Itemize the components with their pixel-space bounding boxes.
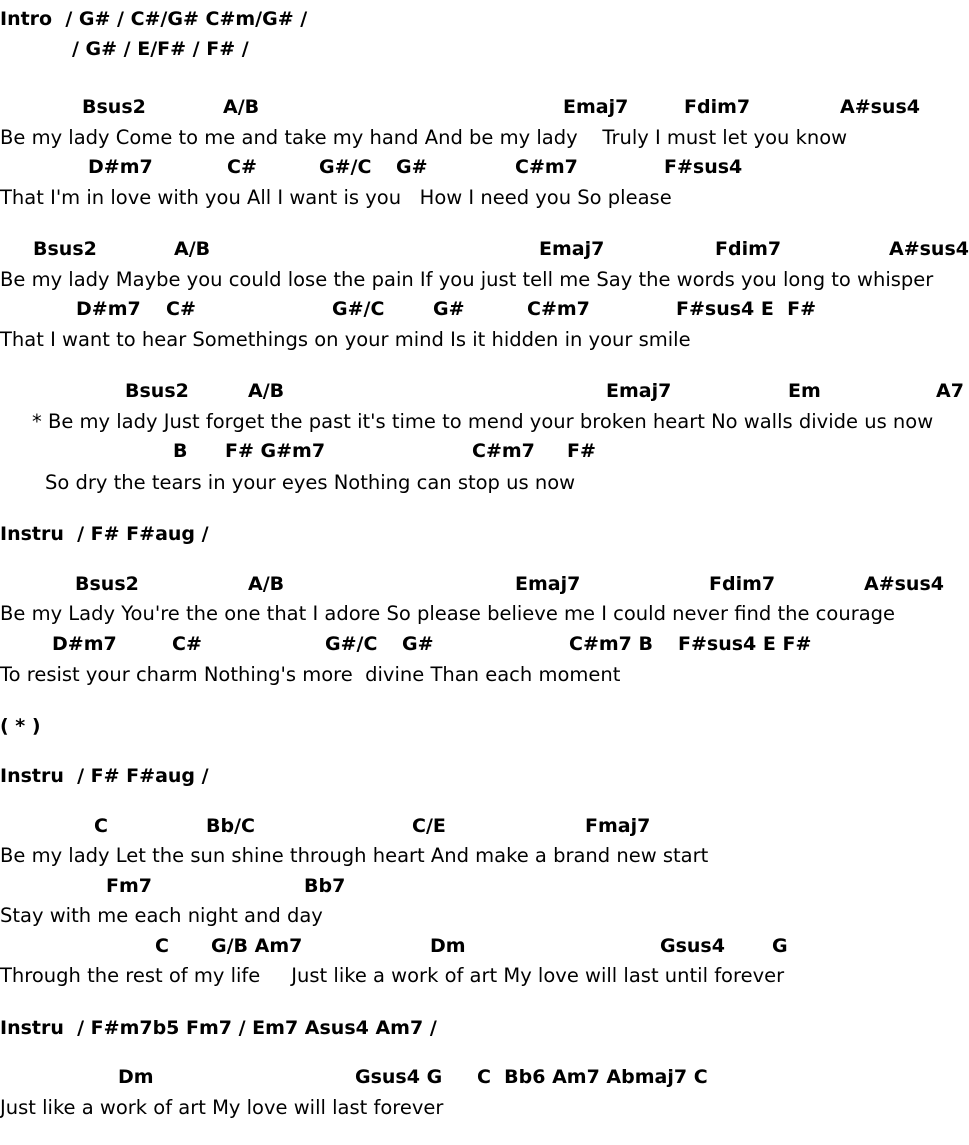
instrumental-line-3: Instru / F#m7b5 Fm7 / Em7 Asus4 Am7 /	[0, 1017, 437, 1039]
chorus-lyric-line-1: * Be my lady Just forget the past it's time to mend your broken heart No walls divide us now	[32, 410, 934, 433]
outro-lyric-line: Just like a work of art My love will last forever	[0, 1096, 444, 1119]
chord: Emaj7	[515, 573, 581, 595]
verse2-lyric-line-1: Be my lady Maybe you could lose the pain If you just tell me Say the words you long to whisper	[0, 268, 934, 291]
outro-chord-line	[0, 1068, 960, 1090]
verse2-chord-line-1	[0, 238, 969, 262]
chord: C#m7	[472, 440, 535, 462]
chord: Emaj7	[606, 380, 672, 402]
chord: G#	[396, 156, 428, 178]
chorus-repeat-marker: ( * )	[0, 715, 41, 737]
chord: A#sus4	[840, 96, 920, 118]
chorus-chord-line-1	[0, 380, 964, 404]
chord: C/E	[412, 815, 446, 837]
chord: F#sus4 E F#	[676, 298, 816, 320]
instrumental-line-2: Instru / F# F#aug /	[0, 765, 209, 787]
chord: Emaj7	[539, 238, 605, 260]
chord: F#sus4 E F#	[678, 633, 812, 655]
chord: A/B	[248, 380, 285, 402]
verse1-chord-line-1	[0, 98, 960, 120]
chord: A/B	[223, 96, 260, 118]
chord: Fdim7	[709, 573, 776, 595]
verse4-lyric-line-2: Stay with me each night and day	[0, 904, 323, 927]
chord: G#/C	[325, 633, 378, 655]
chord: C	[94, 815, 108, 837]
instrumental-line-1: Instru / F# F#aug /	[0, 523, 209, 545]
verse3-lyric-line-2: To resist your charm Nothing's more divine Than each moment	[0, 663, 621, 686]
chord: Bsus2	[33, 238, 97, 260]
verse3-chord-line-2	[0, 635, 960, 657]
chord: G#	[433, 298, 465, 320]
chord: C#	[172, 633, 202, 655]
chord: Bb/C	[206, 815, 255, 837]
chord: C#m7	[527, 298, 590, 320]
intro-line-1: Intro / G# / C#/G# C#m/G# /	[0, 8, 308, 30]
intro-line-2: / G# / E/F# / F# /	[72, 38, 249, 60]
chord: C#m7 B	[569, 633, 653, 655]
chord: Gsus4	[660, 935, 725, 957]
chord: Fm7	[106, 875, 152, 897]
chord: C	[155, 935, 169, 957]
verse1-lyric-line-1: Be my lady Come to me and take my hand And be my lady Truly I must let you know	[0, 126, 848, 149]
chord: C Bb6 Am7 Abmaj7 C	[477, 1066, 708, 1088]
chord: A7	[936, 380, 964, 402]
chord: C#	[227, 156, 257, 178]
chord: Fmaj7	[585, 815, 651, 837]
chord: D#m7	[52, 633, 117, 655]
verse4-lyric-line-3: Through the rest of my life Just like a work of art My love will last until forever	[0, 964, 785, 987]
verse1-lyric-line-2: That I'm in love with you All I want is you How I need you So please	[0, 186, 672, 209]
chord: Fdim7	[684, 96, 751, 118]
chord: G#	[402, 633, 434, 655]
chord: A/B	[174, 238, 211, 260]
chord: Gsus4 G	[355, 1066, 443, 1088]
chord: C#	[166, 298, 196, 320]
chord: Em	[788, 380, 821, 402]
chord: A/B	[248, 573, 285, 595]
chord: A#sus4	[864, 573, 944, 595]
chord: G#/C	[332, 298, 385, 320]
chord: G/B Am7	[211, 935, 303, 957]
verse4-chord-line-1	[0, 817, 960, 839]
chord: Fdim7	[715, 238, 782, 260]
verse4-chord-line-3	[0, 937, 960, 959]
chord: F#sus4	[664, 156, 743, 178]
chorus-lyric-line-2: So dry the tears in your eyes Nothing can stop us now	[45, 471, 576, 494]
verse1-chord-line-2	[0, 158, 960, 180]
chord: F# G#m7	[225, 440, 326, 462]
verse2-chord-line-2	[0, 300, 960, 322]
chorus-chord-line-2	[0, 442, 960, 464]
chord: Emaj7	[563, 96, 629, 118]
chord: Dm	[118, 1066, 154, 1088]
verse3-chord-line-1	[0, 575, 960, 597]
chord: Bsus2	[82, 96, 146, 118]
chord: Bb7	[304, 875, 346, 897]
chord: C#m7	[515, 156, 578, 178]
verse2-lyric-line-2: That I want to hear Somethings on your mind Is it hidden in your smile	[0, 328, 691, 351]
chord: B	[173, 440, 188, 462]
chord: D#m7	[88, 156, 153, 178]
chord: F#	[567, 440, 596, 462]
verse4-chord-line-2	[0, 877, 960, 899]
chord: A#sus4	[889, 238, 969, 260]
verse4-lyric-line-1: Be my lady Let the sun shine through heart And make a brand new start	[0, 844, 709, 867]
chord: G	[772, 935, 788, 957]
chord: D#m7	[76, 298, 141, 320]
chord: G#/C	[319, 156, 372, 178]
chord: Bsus2	[75, 573, 139, 595]
chord: Bsus2	[125, 380, 189, 402]
chord: Dm	[430, 935, 466, 957]
verse3-lyric-line-1: Be my Lady You're the one that I adore So please believe me I could never find the courage	[0, 602, 896, 625]
